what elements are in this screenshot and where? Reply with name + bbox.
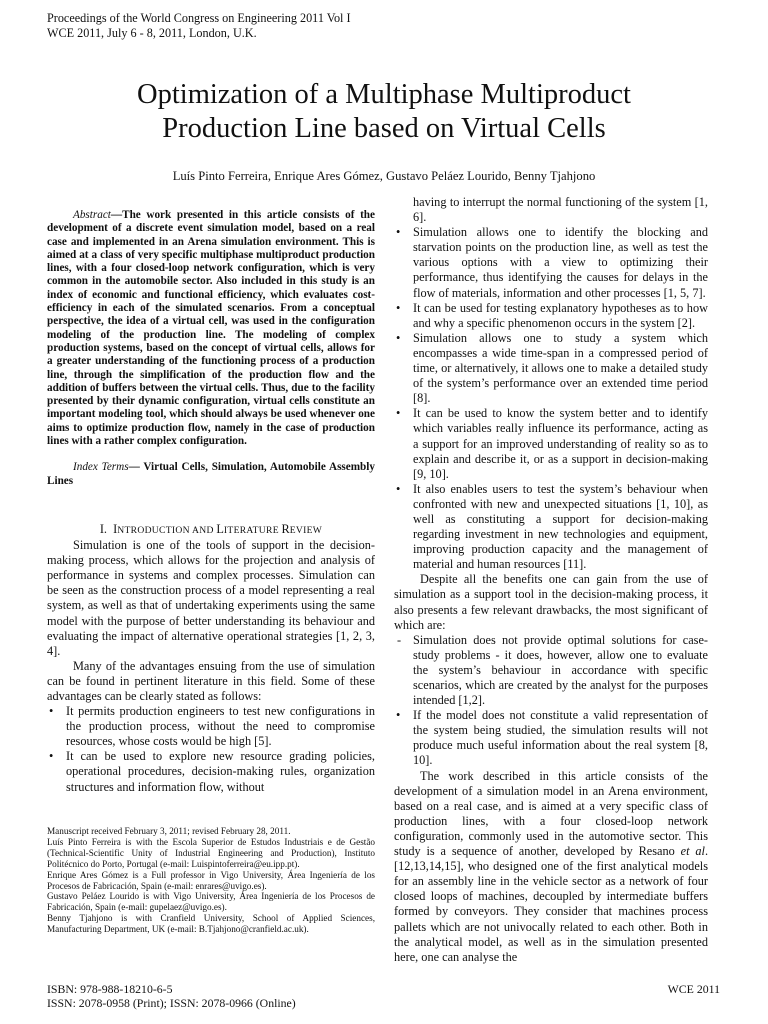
paragraph: Many of the advantages ensuing from the use of simulation can be found in pertinent literature in this field. Some of these advantages can be clearly stated as follows: (47, 658, 375, 703)
footnote-line: Benny Tjahjono is with Cranfield University, School of Applied Sciences, Manufacturing Department, UK (e-mail: B.Tjahjono@cranfield.ac.uk). (47, 913, 375, 935)
title-line-2: Production Line based on Virtual Cells (162, 113, 606, 144)
list-item: • It can be used to explore new resource grading policies, operational procedures, decision-making rules, organization structures and information flow, without (47, 749, 375, 794)
advantages-list-continued (394, 195, 708, 572)
list-item: • It permits production engineers to test new configurations in the production process, without the need to compromise resources, whose costs would be high [5]. (47, 704, 375, 749)
left-column (47, 209, 375, 795)
list-item: • It can be used to know the system better and to identify which variables really influence its performance, acting as a support for an improved understanding of reality so as to explain and describe it, or as a support in decision-making [9, 10]. (394, 406, 708, 481)
index-terms-text: — Virtual Cells, Simulation, Automobile Assembly Lines (47, 461, 375, 487)
list-item: • It can be used for testing explanatory hypotheses as to how and why a specific phenomenon occurs in the system [2]. (394, 301, 708, 331)
abstract-text: —The work presented in this article consists of the development of a discrete event simulation model, based on a real case and implemented in an Arena simulation environment. This is aimed at a class of very specific multiphase multiproduct production lines, with a four closed-loop network configuration, which is very common in the automobile sector. Also included in this study is an index of economic and functional efficiency, which evaluates cost-efficiency in each of the simulated scenarios. From a conceptual perspective, the idea of a virtual cell, was used in the configuration modeling of the production line. The modeling of complex production systems, based on the concept of virtual cells, allows for a greater understanding of the functioning process of a production line, through the simplification of the production flow and the addition of buffers between the virtual cells. Thus, due to the facility presented by their dynamic configuration, virtual cells constitute an important modeling tool, which should always be used whenever one aims to optimize production flow, namely in the case of production lines with a rather complex configuration. (47, 209, 375, 448)
list-item: • Simulation allows one to identify the blocking and starvation points on the production line, as well as test the various options with a view to optimizing their performance, thus identifying the causes for delays in the flow of materials, information and other processes [1, 5, 7]. (394, 225, 708, 300)
page-footer-left (47, 982, 296, 1010)
drawbacks-list (394, 633, 708, 769)
title-line-1: Optimization of a Multiphase Multiproduct (137, 79, 631, 110)
paragraph: Simulation is one of the tools of support in the decision-making process, which allows for the projection and analysis of performance in systems and complex processes. Simulation can be seen as the construction process of a model representing a real system, as well as that of undertaking experiments using the same model with the purpose of better understanding its behaviour and evaluating the impact of alternative operational strategies [1, 2, 3, 4]. (47, 538, 375, 658)
section-heading: I. INTRODUCTION AND LITERATURE REVIEW (99, 521, 323, 536)
header-conference: WCE 2011, July 6 - 8, 2011, London, U.K. (47, 26, 257, 40)
index-terms-label: Index Terms (73, 461, 129, 474)
paragraph: The work described in this article consists of the development of a simulation model in an Arena environment, based on a real case, and is aimed at a very specific class of production lines, with a four closed-loop network configuration, commonly used in the automotive sector. This study is a sequence of another, developed by Resano et al. [12,13,14,15], who designed one of the first analytical models for an assembly line in the vehicle sector as a network of four closed loops of machines, decoupled by intermediate buffers formed by conveyors. They consider that machines process pallets which are not univocally related to each other. Both in the analytical model, as well as in the simulation presented here, one can analyse the (394, 768, 709, 964)
paper-title (0, 78, 768, 146)
right-column (394, 195, 708, 965)
issn: ISSN: 2078-0958 (Print); ISSN: 2078-0966 (Online) (47, 996, 296, 1010)
abstract-label: Abstract (73, 209, 111, 221)
page-footer-right: WCE 2011 (667, 982, 720, 996)
authors: Luís Pinto Ferreira, Enrique Ares Gómez, Gustavo Peláez Lourido, Benny Tjahjono (172, 169, 596, 183)
list-item: - Simulation does not provide optimal solutions for case-study problems - it does, however, allow one to evaluate the system’s behaviour in accordance with specific scenarios, which are created by the analyst for the purposes intended [1,2]. (394, 633, 708, 708)
list-item: • If the model does not constitute a valid representation of the system being studied, the simulation results will not produce much useful information about the real system [8, 10]. (394, 708, 708, 768)
isbn: ISBN: 978-988-18210-6-5 (47, 982, 173, 996)
footnote-line: Enrique Ares Gómez is a Full professor in Vigo University, Área Ingeniería de los Procesos de Fabricación, Spain (e-mail: enrares@uvigo.es). (47, 869, 375, 891)
header-proceedings: Proceedings of the World Congress on Engineering 2011 Vol I (47, 11, 351, 25)
paragraph: Despite all the benefits one can gain from the use of simulation as a support tool in the decision-making process, it also presents a few relevant drawbacks, the most significant of which are: (394, 572, 708, 632)
footnote-line: Gustavo Peláez Lourido is with Vigo University, Área Ingeniería de los Procesos de Fabricación, Spain (e-mail: gupelaez@uvigo.es). (47, 891, 375, 913)
list-item: • Simulation allows one to study a system which encompasses a wide time-span in a compressed period of time, or alternatively, it allows one to make a detailed study of the system’s performance over an extended time period [8]. (394, 331, 708, 406)
running-header (47, 11, 351, 41)
footnote (47, 826, 375, 935)
footnote-line: Manuscript received February 3, 2011; revised February 28, 2011. (47, 826, 291, 836)
footnote-line: Luís Pinto Ferreira is with the Escola Superior de Estudos Industriais e de Gestão (Technical-Scientific Unity of Industrial Engineering and Production), Instituto Politécnico do Porto, Portugal (e-mail: Luispintoferreira@eu.ipp.pt). (47, 836, 375, 869)
list-item: having to interrupt the normal functioning of the system [1, 6]. (413, 195, 708, 225)
advantages-list (47, 704, 375, 795)
index-terms (47, 461, 375, 488)
list-item: • It also enables users to test the system’s behaviour when confronted with new and unexpected situations [1, 10], as well as constituting a support for decision-making regarding investment in new technologies and equipment, improving production capacity and the management of material and human resources [11]. (394, 482, 708, 573)
abstract (47, 209, 375, 448)
